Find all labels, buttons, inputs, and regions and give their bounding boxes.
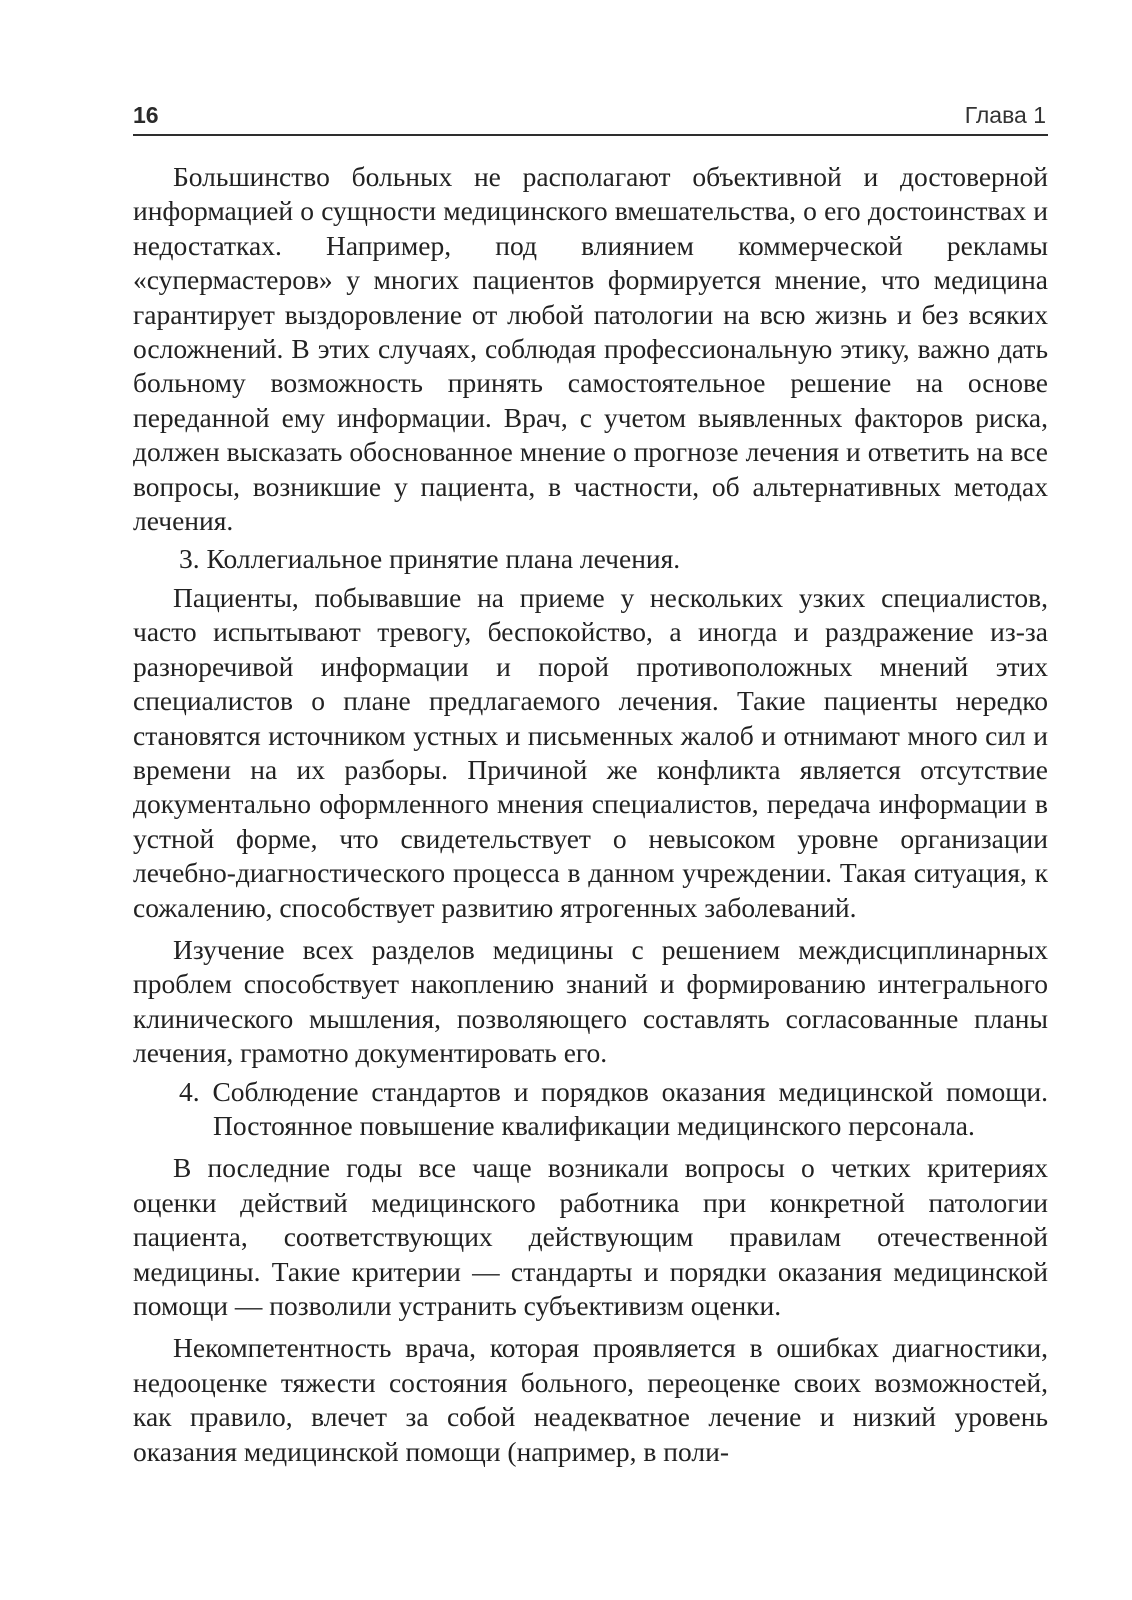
spacer	[133, 1143, 1048, 1151]
list-item-standards: 4. Соблюдение стандартов и порядков оказания медицинской помощи. Постоянное повышение квалификации медицинского персонала.	[179, 1075, 1048, 1141]
page-number: 16	[133, 102, 159, 128]
running-head: Глава 1	[964, 102, 1046, 128]
list-item-collegial-plan: 3. Коллегиальное принятие плана лечения.	[179, 543, 681, 575]
paragraph-interdisciplinary: Изучение всех разделов медицины с решением междисциплинарных проблем способствует накоплению знаний и формированию интегрального клинического мышления, позволяющего составлять согласованные планы лечения, грамотно документировать его.	[133, 933, 1048, 1069]
paragraph-specialists-conflict: Пациенты, побывавшие на приеме у нескольких узких специалистов, часто испытывают тревогу, беспокойство, а иногда и раздражение из-за разноречивой информации и порой противоположных мнений этих специалистов о плане предлагаемого лечения. Такие пациенты нередко становятся источником устных и письменных жалоб и отнимают много сил и времени на их разборы. Причиной же конфликта является отсутствие документально оформленного мнения специалистов, передача информации в устной форме, что свидетельствует о невысоком уровне организации лечебно-диагностического процесса в данном учреждении. Такая ситуация, к сожалению, способствует развитию ятрогенных заболеваний.	[133, 581, 1048, 923]
spacer	[133, 1323, 1048, 1331]
paragraph-incompetence: Некомпетентность врача, которая проявляется в ошибках диагностики, недооценке тяжести состояния больного, переоценке своих возможностей, как правило, влечет за собой неадекватное лечение и низкий уровень оказания медицинской помощи (например, в поли-	[133, 1332, 1048, 1467]
spacer	[133, 925, 1048, 933]
paragraph-criteria: В последние годы все чаще возникали вопросы о четких критериях оценки действий медицинского работника при конкретной патологии пациента, соответствующих действующим правилам отечественной медицины. Такие критерии — стандарты и порядки оказания медицинской помощи — позволили устранить субъективизм оценки.	[133, 1152, 1048, 1321]
paragraph-patient-information: Большинство больных не располагают объективной и достоверной информацией о сущности медицинского вмешательства, о его достоинствах и недостатках. Например, под влиянием коммерческой рекламы «супермастеров» у многих пациентов формируется мнение, что медицина гарантирует выздоровление от любой патологии на всю жизнь и без всяких осложнений. В этих случаях, соблюдая профессиональную этику, важно дать больному возможность принять самостоятельное решение на основе переданной ему информации. Врач, с учетом выявленных факторов риска, должен высказать обоснованное мнение о прогнозе лечения и ответить на все вопросы, возникшие у пациента, в частности, об альтернативных методах лечения.	[133, 161, 1048, 537]
page-header	[133, 98, 1048, 136]
body-text	[133, 160, 1048, 1469]
